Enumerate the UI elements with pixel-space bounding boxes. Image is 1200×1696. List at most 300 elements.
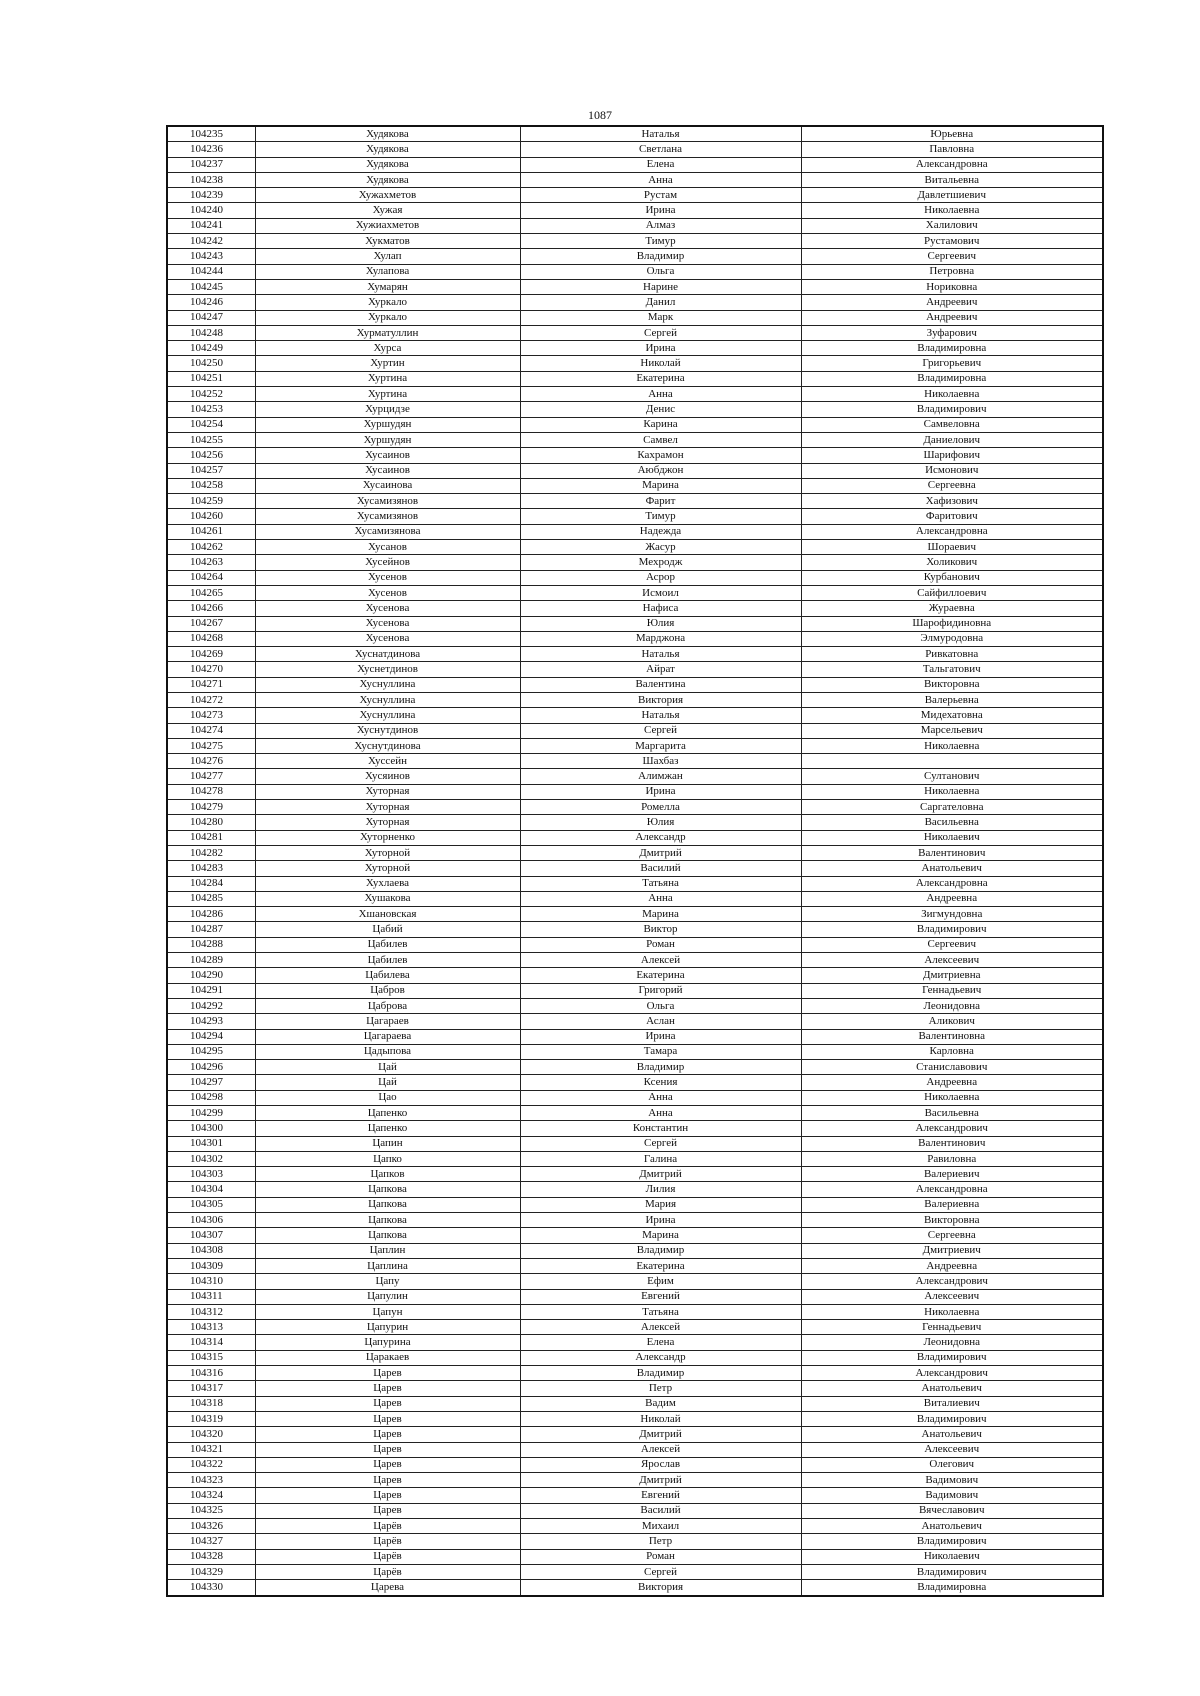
first-name-cell: Аюбджон xyxy=(520,463,801,478)
last-name-cell: Царев xyxy=(255,1396,520,1411)
last-name-cell: Царев xyxy=(255,1411,520,1426)
first-name-cell: Юлия xyxy=(520,616,801,631)
last-name-cell: Худякова xyxy=(255,126,520,142)
record-id-cell: 104249 xyxy=(167,341,255,356)
first-name-cell: Владимир xyxy=(520,249,801,264)
last-name-cell: Хусамизянов xyxy=(255,494,520,509)
table-row xyxy=(167,555,1103,570)
last-name-cell: Хурцидзе xyxy=(255,402,520,417)
last-name-cell: Хусенова xyxy=(255,631,520,646)
table-row xyxy=(167,937,1103,952)
first-name-cell: Аслан xyxy=(520,1014,801,1029)
patronymic-cell: Петровна xyxy=(801,264,1103,279)
table-row xyxy=(167,1044,1103,1059)
patronymic-cell: Холикович xyxy=(801,555,1103,570)
patronymic-cell: Тальгатович xyxy=(801,662,1103,677)
patronymic-cell: Шораевич xyxy=(801,540,1103,555)
first-name-cell: Сергей xyxy=(520,1136,801,1151)
patronymic-cell: Васильевна xyxy=(801,1106,1103,1121)
record-id-cell: 104308 xyxy=(167,1243,255,1258)
record-id-cell: 104330 xyxy=(167,1580,255,1596)
table-row xyxy=(167,371,1103,386)
patronymic-cell: Давлетшиевич xyxy=(801,188,1103,203)
table-row xyxy=(167,662,1103,677)
table-row xyxy=(167,1396,1103,1411)
first-name-cell: Виктор xyxy=(520,922,801,937)
table-row xyxy=(167,524,1103,539)
last-name-cell: Хужиахметов xyxy=(255,218,520,233)
record-id-cell: 104315 xyxy=(167,1350,255,1365)
first-name-cell: Галина xyxy=(520,1151,801,1166)
table-row xyxy=(167,1519,1103,1534)
table-row xyxy=(167,1151,1103,1166)
table-row xyxy=(167,769,1103,784)
table-row xyxy=(167,1488,1103,1503)
first-name-cell: Кахрамон xyxy=(520,448,801,463)
first-name-cell: Маргарита xyxy=(520,738,801,753)
registry-table xyxy=(166,125,1104,1597)
last-name-cell: Царёв xyxy=(255,1549,520,1564)
patronymic-cell: Андреевич xyxy=(801,295,1103,310)
last-name-cell: Царёв xyxy=(255,1519,520,1534)
last-name-cell: Хуснуллина xyxy=(255,677,520,692)
patronymic-cell: Леонидовна xyxy=(801,1335,1103,1350)
record-id-cell: 104325 xyxy=(167,1503,255,1518)
last-name-cell: Хуснуллина xyxy=(255,692,520,707)
first-name-cell: Ефим xyxy=(520,1274,801,1289)
last-name-cell: Хулап xyxy=(255,249,520,264)
table-row xyxy=(167,1304,1103,1319)
record-id-cell: 104250 xyxy=(167,356,255,371)
first-name-cell: Марджона xyxy=(520,631,801,646)
last-name-cell: Хулапова xyxy=(255,264,520,279)
last-name-cell: Цай xyxy=(255,1060,520,1075)
table-row xyxy=(167,1381,1103,1396)
table-row xyxy=(167,1411,1103,1426)
first-name-cell: Екатерина xyxy=(520,968,801,983)
last-name-cell: Хуркало xyxy=(255,295,520,310)
table-row xyxy=(167,922,1103,937)
table-row xyxy=(167,264,1103,279)
patronymic-cell: Владимирович xyxy=(801,1564,1103,1579)
record-id-cell: 104237 xyxy=(167,157,255,172)
table-row xyxy=(167,1564,1103,1579)
record-id-cell: 104268 xyxy=(167,631,255,646)
record-id-cell: 104309 xyxy=(167,1258,255,1273)
table-row xyxy=(167,1167,1103,1182)
last-name-cell: Цапун xyxy=(255,1304,520,1319)
last-name-cell: Хуршудян xyxy=(255,417,520,432)
patronymic-cell: Анатольевич xyxy=(801,1427,1103,1442)
first-name-cell: Василий xyxy=(520,1503,801,1518)
table-row xyxy=(167,1427,1103,1442)
last-name-cell: Царев xyxy=(255,1457,520,1472)
table-row xyxy=(167,1182,1103,1197)
table-row xyxy=(167,1549,1103,1564)
first-name-cell: Исмоил xyxy=(520,585,801,600)
patronymic-cell: Андреевна xyxy=(801,891,1103,906)
table-row xyxy=(167,1503,1103,1518)
table-row xyxy=(167,494,1103,509)
table-row xyxy=(167,188,1103,203)
table-row xyxy=(167,631,1103,646)
table-row xyxy=(167,1258,1103,1273)
table-row xyxy=(167,616,1103,631)
patronymic-cell xyxy=(801,754,1103,769)
table-row xyxy=(167,907,1103,922)
first-name-cell: Алимжан xyxy=(520,769,801,784)
record-id-cell: 104292 xyxy=(167,998,255,1013)
record-id-cell: 104311 xyxy=(167,1289,255,1304)
table-row xyxy=(167,1106,1103,1121)
record-id-cell: 104275 xyxy=(167,738,255,753)
last-name-cell: Цабилев xyxy=(255,953,520,968)
last-name-cell: Цапков xyxy=(255,1167,520,1182)
page-number: 1087 xyxy=(588,108,612,122)
patronymic-cell: Валентинович xyxy=(801,1136,1103,1151)
last-name-cell: Цапурин xyxy=(255,1320,520,1335)
last-name-cell: Цагараев xyxy=(255,1014,520,1029)
record-id-cell: 104248 xyxy=(167,325,255,340)
table-row xyxy=(167,815,1103,830)
record-id-cell: 104269 xyxy=(167,647,255,662)
last-name-cell: Цапкова xyxy=(255,1182,520,1197)
patronymic-cell: Зуфарович xyxy=(801,325,1103,340)
patronymic-cell: Николаевна xyxy=(801,203,1103,218)
last-name-cell: Хуторной xyxy=(255,861,520,876)
record-id-cell: 104267 xyxy=(167,616,255,631)
patronymic-cell: Геннадьевич xyxy=(801,1320,1103,1335)
table-row xyxy=(167,295,1103,310)
first-name-cell: Нарине xyxy=(520,279,801,294)
last-name-cell: Царев xyxy=(255,1442,520,1457)
patronymic-cell: Равиловна xyxy=(801,1151,1103,1166)
last-name-cell: Царев xyxy=(255,1427,520,1442)
record-id-cell: 104272 xyxy=(167,692,255,707)
first-name-cell: Григорий xyxy=(520,983,801,998)
patronymic-cell: Рустамович xyxy=(801,234,1103,249)
patronymic-cell: Владимирович xyxy=(801,1350,1103,1365)
table-row xyxy=(167,738,1103,753)
patronymic-cell: Сергеевна xyxy=(801,1228,1103,1243)
first-name-cell: Сергей xyxy=(520,723,801,738)
patronymic-cell: Николаевич xyxy=(801,830,1103,845)
patronymic-cell: Курбанович xyxy=(801,570,1103,585)
first-name-cell: Роман xyxy=(520,1549,801,1564)
first-name-cell: Асрор xyxy=(520,570,801,585)
first-name-cell: Самвел xyxy=(520,432,801,447)
table-row xyxy=(167,1289,1103,1304)
patronymic-cell: Владимирович xyxy=(801,922,1103,937)
table-row xyxy=(167,1090,1103,1105)
patronymic-cell: Саргателовна xyxy=(801,800,1103,815)
record-id-cell: 104239 xyxy=(167,188,255,203)
table-row xyxy=(167,387,1103,402)
last-name-cell: Хуртина xyxy=(255,387,520,402)
patronymic-cell: Андреевна xyxy=(801,1258,1103,1273)
record-id-cell: 104262 xyxy=(167,540,255,555)
patronymic-cell: Олегович xyxy=(801,1457,1103,1472)
record-id-cell: 104235 xyxy=(167,126,255,142)
first-name-cell: Дмитрий xyxy=(520,1167,801,1182)
record-id-cell: 104279 xyxy=(167,800,255,815)
table-row xyxy=(167,142,1103,157)
first-name-cell: Тимур xyxy=(520,509,801,524)
patronymic-cell: Вадимович xyxy=(801,1473,1103,1488)
record-id-cell: 104240 xyxy=(167,203,255,218)
record-id-cell: 104307 xyxy=(167,1228,255,1243)
first-name-cell: Наталья xyxy=(520,647,801,662)
patronymic-cell: Николаевна xyxy=(801,1090,1103,1105)
last-name-cell: Хусенов xyxy=(255,585,520,600)
first-name-cell: Надежда xyxy=(520,524,801,539)
patronymic-cell: Владимировна xyxy=(801,371,1103,386)
record-id-cell: 104289 xyxy=(167,953,255,968)
patronymic-cell: Викторовна xyxy=(801,1213,1103,1228)
first-name-cell: Алексей xyxy=(520,953,801,968)
first-name-cell: Фарит xyxy=(520,494,801,509)
last-name-cell: Цапин xyxy=(255,1136,520,1151)
patronymic-cell: Николаевна xyxy=(801,1304,1103,1319)
first-name-cell: Александр xyxy=(520,1350,801,1365)
patronymic-cell: Сергеевна xyxy=(801,478,1103,493)
last-name-cell: Хуснуллина xyxy=(255,708,520,723)
patronymic-cell: Владимирович xyxy=(801,1534,1103,1549)
record-id-cell: 104300 xyxy=(167,1121,255,1136)
first-name-cell: Владимир xyxy=(520,1243,801,1258)
record-id-cell: 104287 xyxy=(167,922,255,937)
patronymic-cell: Дмитриевич xyxy=(801,1243,1103,1258)
first-name-cell: Татьяна xyxy=(520,1304,801,1319)
patronymic-cell: Сергеевич xyxy=(801,249,1103,264)
last-name-cell: Цапко xyxy=(255,1151,520,1166)
last-name-cell: Хуторная xyxy=(255,815,520,830)
patronymic-cell: Мидехатовна xyxy=(801,708,1103,723)
record-id-cell: 104298 xyxy=(167,1090,255,1105)
record-id-cell: 104264 xyxy=(167,570,255,585)
table-row xyxy=(167,341,1103,356)
record-id-cell: 104285 xyxy=(167,891,255,906)
last-name-cell: Цапкова xyxy=(255,1213,520,1228)
table-row xyxy=(167,1366,1103,1381)
patronymic-cell: Элмуродовна xyxy=(801,631,1103,646)
patronymic-cell: Нориковна xyxy=(801,279,1103,294)
record-id-cell: 104276 xyxy=(167,754,255,769)
table-row xyxy=(167,1320,1103,1335)
table-row xyxy=(167,402,1103,417)
first-name-cell: Лилия xyxy=(520,1182,801,1197)
record-id-cell: 104236 xyxy=(167,142,255,157)
last-name-cell: Цапу xyxy=(255,1274,520,1289)
first-name-cell: Тамара xyxy=(520,1044,801,1059)
first-name-cell: Алексей xyxy=(520,1320,801,1335)
first-name-cell: Марина xyxy=(520,1228,801,1243)
record-id-cell: 104313 xyxy=(167,1320,255,1335)
record-id-cell: 104286 xyxy=(167,907,255,922)
first-name-cell: Нафиса xyxy=(520,601,801,616)
table-row xyxy=(167,876,1103,891)
first-name-cell: Евгений xyxy=(520,1289,801,1304)
patronymic-cell: Викторовна xyxy=(801,677,1103,692)
patronymic-cell: Аликович xyxy=(801,1014,1103,1029)
record-id-cell: 104306 xyxy=(167,1213,255,1228)
first-name-cell: Ольга xyxy=(520,264,801,279)
last-name-cell: Хусаинов xyxy=(255,448,520,463)
table-row xyxy=(167,1029,1103,1044)
last-name-cell: Хужахметов xyxy=(255,188,520,203)
table-row xyxy=(167,1060,1103,1075)
table-row xyxy=(167,845,1103,860)
patronymic-cell: Алексеевич xyxy=(801,953,1103,968)
patronymic-cell: Зигмундовна xyxy=(801,907,1103,922)
first-name-cell: Евгений xyxy=(520,1488,801,1503)
first-name-cell: Светлана xyxy=(520,142,801,157)
record-id-cell: 104327 xyxy=(167,1534,255,1549)
patronymic-cell: Васильевна xyxy=(801,815,1103,830)
record-id-cell: 104280 xyxy=(167,815,255,830)
first-name-cell: Дмитрий xyxy=(520,845,801,860)
record-id-cell: 104274 xyxy=(167,723,255,738)
record-id-cell: 104328 xyxy=(167,1549,255,1564)
first-name-cell: Наталья xyxy=(520,708,801,723)
first-name-cell: Ксения xyxy=(520,1075,801,1090)
first-name-cell: Петр xyxy=(520,1381,801,1396)
record-id-cell: 104322 xyxy=(167,1457,255,1472)
record-id-cell: 104263 xyxy=(167,555,255,570)
patronymic-cell: Даниелович xyxy=(801,432,1103,447)
table-row xyxy=(167,998,1103,1013)
patronymic-cell: Владимировна xyxy=(801,341,1103,356)
last-name-cell: Цапенко xyxy=(255,1121,520,1136)
table-row xyxy=(167,585,1103,600)
first-name-cell: Анна xyxy=(520,891,801,906)
table-row xyxy=(167,891,1103,906)
record-id-cell: 104329 xyxy=(167,1564,255,1579)
first-name-cell: Елена xyxy=(520,157,801,172)
table-row xyxy=(167,1213,1103,1228)
record-id-cell: 104317 xyxy=(167,1381,255,1396)
patronymic-cell: Геннадьевич xyxy=(801,983,1103,998)
first-name-cell: Марина xyxy=(520,478,801,493)
table-row xyxy=(167,570,1103,585)
first-name-cell: Мария xyxy=(520,1197,801,1212)
patronymic-cell: Николаевна xyxy=(801,387,1103,402)
patronymic-cell: Анатольевич xyxy=(801,861,1103,876)
first-name-cell: Анна xyxy=(520,172,801,187)
patronymic-cell: Валентиновна xyxy=(801,1029,1103,1044)
first-name-cell: Анна xyxy=(520,1090,801,1105)
last-name-cell: Цадыпова xyxy=(255,1044,520,1059)
first-name-cell: Шахбаз xyxy=(520,754,801,769)
first-name-cell: Карина xyxy=(520,417,801,432)
record-id-cell: 104243 xyxy=(167,249,255,264)
patronymic-cell: Александрович xyxy=(801,1121,1103,1136)
patronymic-cell: Александрович xyxy=(801,1274,1103,1289)
record-id-cell: 104312 xyxy=(167,1304,255,1319)
first-name-cell: Николай xyxy=(520,356,801,371)
table-row xyxy=(167,968,1103,983)
patronymic-cell: Шарифович xyxy=(801,448,1103,463)
patronymic-cell: Анатольевич xyxy=(801,1519,1103,1534)
table-row xyxy=(167,279,1103,294)
patronymic-cell: Григорьевич xyxy=(801,356,1103,371)
patronymic-cell: Халилович xyxy=(801,218,1103,233)
record-id-cell: 104246 xyxy=(167,295,255,310)
last-name-cell: Хуркало xyxy=(255,310,520,325)
patronymic-cell: Николаевна xyxy=(801,738,1103,753)
patronymic-cell: Андреевна xyxy=(801,1075,1103,1090)
first-name-cell: Екатерина xyxy=(520,1258,801,1273)
patronymic-cell: Хафизович xyxy=(801,494,1103,509)
last-name-cell: Цаплин xyxy=(255,1243,520,1258)
patronymic-cell: Дмитриевна xyxy=(801,968,1103,983)
patronymic-cell: Самвеловна xyxy=(801,417,1103,432)
last-name-cell: Царев xyxy=(255,1381,520,1396)
table-row xyxy=(167,692,1103,707)
first-name-cell: Тимур xyxy=(520,234,801,249)
table-row xyxy=(167,1136,1103,1151)
table-row xyxy=(167,325,1103,340)
last-name-cell: Хуссейн xyxy=(255,754,520,769)
record-id-cell: 104251 xyxy=(167,371,255,386)
patronymic-cell: Витальевна xyxy=(801,172,1103,187)
last-name-cell: Хуторной xyxy=(255,845,520,860)
table-row xyxy=(167,1274,1103,1289)
table-row xyxy=(167,203,1103,218)
table-row xyxy=(167,463,1103,478)
patronymic-cell: Александровна xyxy=(801,1182,1103,1197)
record-id-cell: 104281 xyxy=(167,830,255,845)
last-name-cell: Хуснутдинов xyxy=(255,723,520,738)
last-name-cell: Хусяинов xyxy=(255,769,520,784)
last-name-cell: Цапурина xyxy=(255,1335,520,1350)
patronymic-cell: Фаритович xyxy=(801,509,1103,524)
first-name-cell: Александр xyxy=(520,830,801,845)
table-row xyxy=(167,861,1103,876)
record-id-cell: 104291 xyxy=(167,983,255,998)
patronymic-cell: Александровна xyxy=(801,876,1103,891)
record-id-cell: 104277 xyxy=(167,769,255,784)
last-name-cell: Цапенко xyxy=(255,1106,520,1121)
record-id-cell: 104324 xyxy=(167,1488,255,1503)
patronymic-cell: Павловна xyxy=(801,142,1103,157)
table-row xyxy=(167,1243,1103,1258)
first-name-cell: Татьяна xyxy=(520,876,801,891)
record-id-cell: 104301 xyxy=(167,1136,255,1151)
patronymic-cell: Марсельевич xyxy=(801,723,1103,738)
last-name-cell: Хуторная xyxy=(255,800,520,815)
table-row xyxy=(167,1534,1103,1549)
first-name-cell: Константин xyxy=(520,1121,801,1136)
record-id-cell: 104261 xyxy=(167,524,255,539)
patronymic-cell: Ривкатовна xyxy=(801,647,1103,662)
last-name-cell: Хуртин xyxy=(255,356,520,371)
record-id-cell: 104295 xyxy=(167,1044,255,1059)
table-row xyxy=(167,310,1103,325)
record-id-cell: 104320 xyxy=(167,1427,255,1442)
first-name-cell: Алмаз xyxy=(520,218,801,233)
record-id-cell: 104253 xyxy=(167,402,255,417)
record-id-cell: 104294 xyxy=(167,1029,255,1044)
table-row xyxy=(167,448,1103,463)
table-row xyxy=(167,356,1103,371)
registry-body xyxy=(167,126,1103,1596)
last-name-cell: Хуснатдинова xyxy=(255,647,520,662)
first-name-cell: Жасур xyxy=(520,540,801,555)
last-name-cell: Цапкова xyxy=(255,1197,520,1212)
last-name-cell: Хшановская xyxy=(255,907,520,922)
patronymic-cell: Карловна xyxy=(801,1044,1103,1059)
